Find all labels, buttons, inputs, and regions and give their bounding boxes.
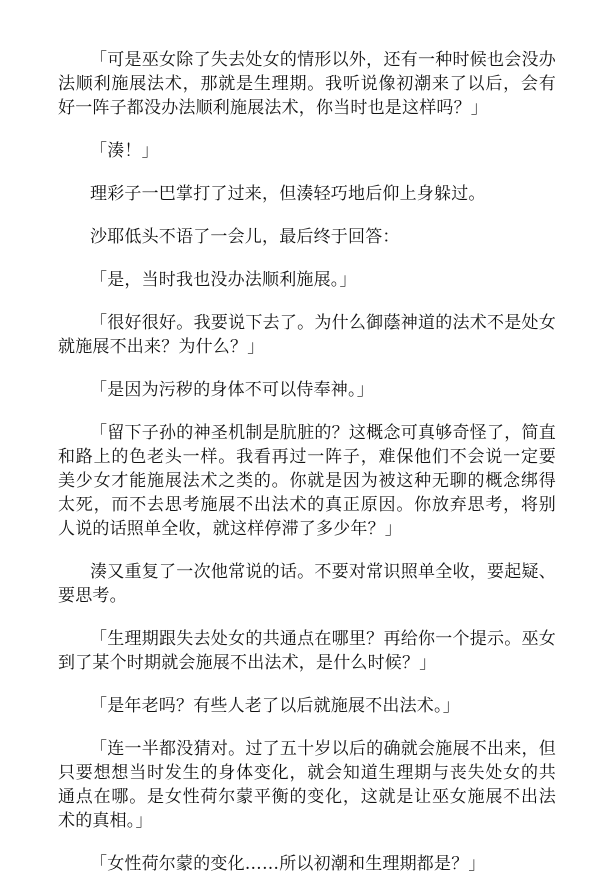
paragraph: 湊又重复了一次他常说的话。不要对常识照单全收，要起疑、要思考。 [58,562,556,606]
paragraph: 「可是巫女除了失去处女的情形以外，还有一种时候也会没办法顺利施展法术，那就是生理期。我听说像初潮来了以后，会有好一阵子都没办法顺利施展法术，你当时也是这样吗？」 [58,50,556,118]
paragraph: 「很好很好。我要说下去了。为什么御蔭神道的法术不是处女就施展不出来？为什么？」 [58,313,556,357]
paragraph: 「留下子孙的神圣机制是肮脏的？这概念可真够奇怪了，简直和路上的色老头一样。我看再过一阵子，难保他们不会说一定要美少女才能施展法术之类的。你就是因为被这种无聊的概念绑得太死，而不去思考施展不出法术的真正原因。你放弃思考，将别人说的话照单全收，就这样停滞了多少年？」 [58,423,556,539]
paragraph: 「是因为污秽的身体不可以侍奉神。」 [90,380,374,400]
paragraph: 「是年老吗？有些人老了以后就施展不出法术。」 [90,696,460,716]
paragraph: 「女性荷尔蒙的变化……所以初潮和生理期都是？」 [90,854,486,874]
paragraph: 理彩子一巴掌打了过来，但湊轻巧地后仰上身躲过。 [90,184,486,204]
paragraph: 「连一半都没猜对。过了五十岁以后的确就会施展不出来，但只要想想当时发生的身体变化，就会知道生理期与丧失处女的共通点在哪。是女性荷尔蒙平衡的变化，这就是让巫女施展不出法术的真相。」 [58,739,556,831]
novel-page [58,48,556,895]
paragraph: 「湊！」 [90,141,159,161]
paragraph: 「生理期跟失去处女的共通点在哪里？再给你一个提示。巫女到了某个时期就会施展不出法术，是什么时候？」 [58,629,556,673]
paragraph: 「是，当时我也没办法顺利施展。」 [90,270,357,290]
paragraph: 沙耶低头不语了一会儿，最后终于回答： [90,227,400,247]
